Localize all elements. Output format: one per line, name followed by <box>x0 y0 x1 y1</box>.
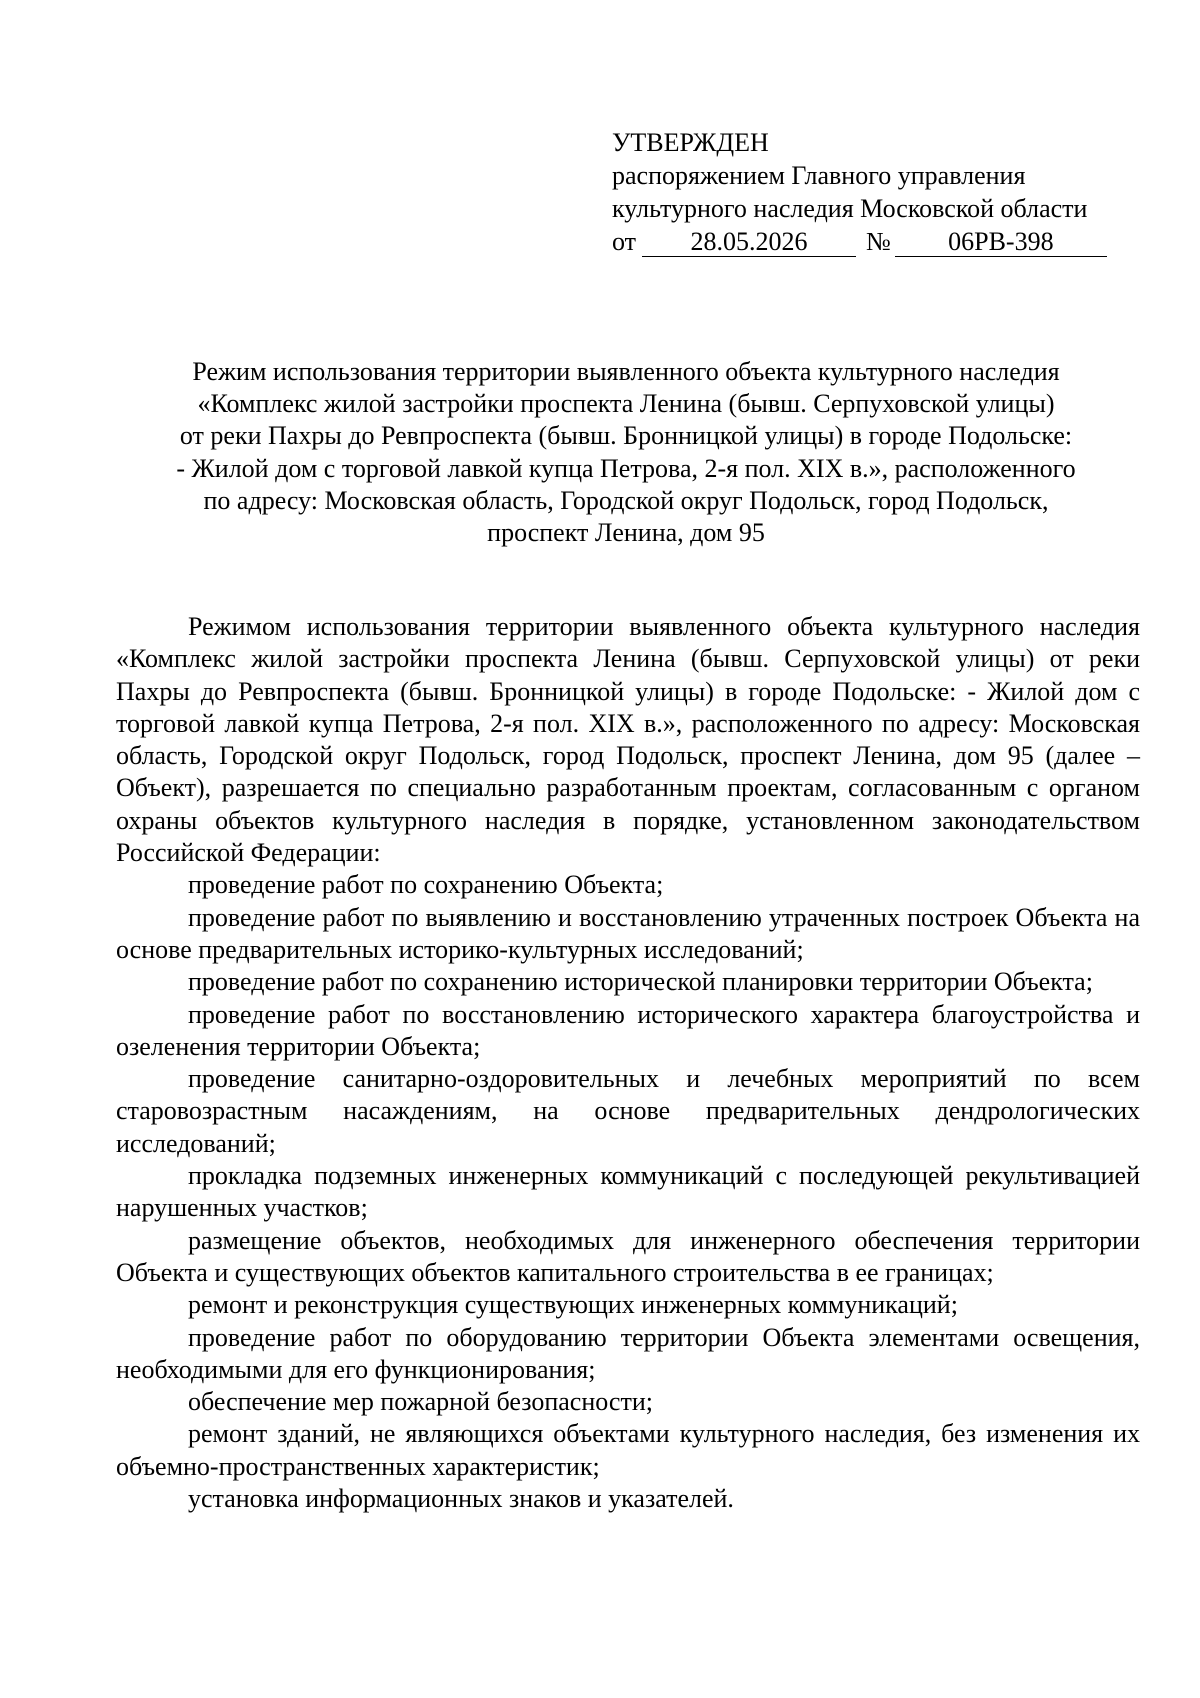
approval-line-2: культурного наследия Московской области <box>612 194 1088 223</box>
approval-date: 28.05.2026 <box>642 228 856 257</box>
title-line: по адресу: Московская область, Городской округ Подольск, город Подольск, <box>203 485 1049 515</box>
approval-line-1: распоряжением Главного управления <box>612 161 1026 190</box>
title-line: проспект Ленина, дом 95 <box>487 518 765 548</box>
approval-date-number-line <box>612 225 1132 258</box>
list-item: проведение работ по восстановлению исторического характера благоустройства и озеленения территории Объекта; <box>116 999 1140 1061</box>
list-item: проведение работ по сохранению исторической планировки территории Объекта; <box>188 967 1093 997</box>
approval-block <box>612 126 1132 258</box>
list-item: проведение санитарно-оздоровительных и лечебных мероприятий по всем старовозрастным насаждениям, на основе предварительных дендрологических исследований; <box>116 1064 1140 1158</box>
list-item: проведение работ по сохранению Объекта; <box>188 870 664 900</box>
date-prefix: от <box>612 227 637 256</box>
approval-heading: УТВЕРЖДЕН <box>612 128 769 157</box>
list-item: прокладка подземных инженерных коммуникаций с последующей рекультивацией нарушенных участков; <box>116 1161 1140 1223</box>
title-line: «Комплекс жилой застройки проспекта Ленина (бывш. Серпуховской улицы) <box>197 389 1055 419</box>
title-line: - Жилой дом с торговой лавкой купца Петрова, 2-я пол. XIX в.», расположенного <box>176 453 1076 483</box>
title-line: Режим использования территории выявленного объекта культурного наследия <box>192 357 1060 386</box>
approval-number: 06РВ-398 <box>895 228 1107 257</box>
list-item: ремонт зданий, не являющихся объектами культурного наследия, без изменения их объемно-пространственных характеристик; <box>116 1419 1140 1481</box>
number-sign: № <box>866 227 891 256</box>
list-item: проведение работ по выявлению и восстановлению утраченных построек Объекта на основе предварительных историко-культурных исследований; <box>116 902 1140 964</box>
document-title <box>112 356 1140 549</box>
title-line: от реки Пахры до Ревпроспекта (бывш. Бронницкой улицы) в городе Подольске: <box>179 421 1073 451</box>
intro-paragraph: Режимом использования территории выявленного объекта культурного наследия «Комплекс жилой застройки проспекта Ленина (бывш. Серпуховской улицы) от реки Пахры до Ревпроспекта (бывш. Бронницкой улицы) в городе Подольске: - Жилой дом с торговой лавкой купца Петрова, 2-я пол. XIX в.», расположенного по адресу: Московская область, Городской округ Подольск, город Подольск, проспект Ленина, дом 95 (далее – Объект), разрешается по специально разработанным проектам, согласованным с органом охраны объектов культурного наследия в порядке, установленном законодательством Российской Федерации: <box>116 612 1140 868</box>
list-item: обеспечение мер пожарной безопасности; <box>188 1387 653 1417</box>
list-item: ремонт и реконструкция существующих инженерных коммуникаций; <box>188 1290 958 1320</box>
document-body <box>116 611 1140 1515</box>
list-item: размещение объектов, необходимых для инженерного обеспечения территории Объекта и существующих объектов капитального строительства в ее границах; <box>116 1225 1140 1287</box>
list-item: проведение работ по оборудованию территории Объекта элементами освещения, необходимыми для его функционирования; <box>116 1322 1140 1384</box>
list-item: установка информационных знаков и указателей. <box>188 1484 734 1514</box>
